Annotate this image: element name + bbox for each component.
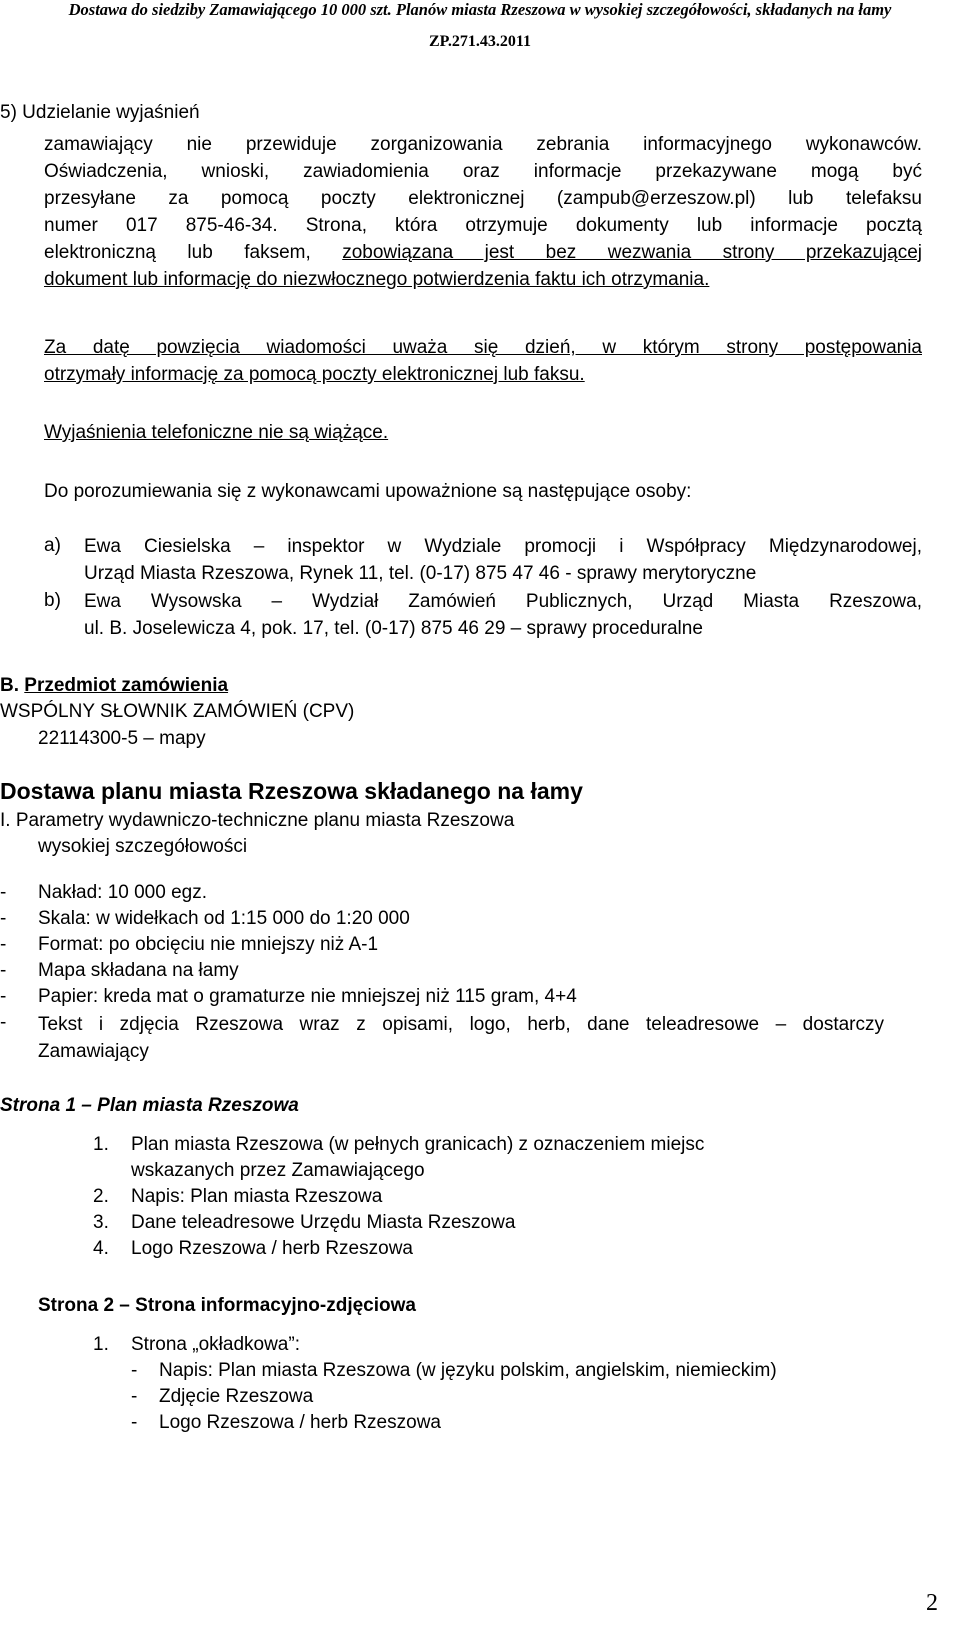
notice-paragraph (44, 334, 922, 388)
text-line: otrzymały informację za pomocą poczty elektronicznej lub faksu. (44, 364, 585, 385)
list-number: 1. (93, 1334, 109, 1355)
section-5-title: 5) Udzielanie wyjaśnień (0, 102, 200, 123)
text-line: Za datę powzięcia wiadomości uważa się dzień, w którym strony postępowania (44, 337, 922, 358)
list-item: Plan miasta Rzeszowa (w pełnych granicach) z oznaczeniem miejsc (131, 1134, 705, 1155)
running-header: Dostawa do siedziby Zamawiającego 10 000 szt. Planów miasta Rzeszowa w wysokiej szczegółowości, składanych na łamy (68, 0, 892, 19)
list-item: Papier: kreda mat o gramaturze nie mniejszej niż 115 gram, 4+4 (38, 986, 577, 1007)
contacts-intro: Do porozumiewania się z wykonawcami upoważnione są następujące osoby: (44, 481, 692, 502)
list-dash: - (0, 934, 7, 955)
list-item: Logo Rzeszowa / herb Rzeszowa (131, 1238, 413, 1259)
list-dash: - (131, 1360, 138, 1381)
list-subitem: Logo Rzeszowa / herb Rzeszowa (159, 1412, 441, 1433)
text-line: Urząd Miasta Rzeszowa, Rynek 11, tel. (0-17) 875 47 46 - sprawy merytoryczne (84, 563, 757, 584)
section-5-paragraph (44, 131, 922, 293)
list-item-cont: wskazanych przez Zamawiającego (131, 1160, 425, 1181)
cpv-code: 22114300-5 – mapy (38, 728, 206, 749)
list-dash: - (0, 908, 7, 929)
text-line: numer 017 875-46-34. Strona, która otrzymuje dokumenty lub informacje pocztą (44, 215, 922, 236)
text-line: Zamawiający (38, 1041, 149, 1062)
text-line: przesyłane za pomocą poczty elektronicznej (zampub@erzeszow.pl) lub telefaksu (44, 188, 922, 209)
text-line: Tekst i zdjęcia Rzeszowa wraz z opisami, logo, herb, dane teleadresowe – dostarczy (38, 1014, 884, 1035)
text-line: elektroniczną lub faksem, zobowiązana jest bez wezwania strony przekazującej (44, 242, 922, 263)
page-1-title: Strona 1 – Plan miasta Rzeszowa (0, 1095, 299, 1116)
text-line: ul. B. Joselewicza 4, pok. 17, tel. (0-17) 875 46 29 – sprawy proceduralne (84, 618, 703, 639)
list-dash: - (0, 986, 7, 1007)
params-title: I. Parametry wydawniczo-techniczne planu miasta Rzeszowa (0, 810, 515, 831)
list-dash: - (131, 1386, 138, 1407)
text-line: Ewa Wysowska – Wydział Zamówień Publicznych, Urząd Miasta Rzeszowa, (84, 591, 922, 612)
list-subitem: Napis: Plan miasta Rzeszowa (w języku polskim, angielskim, niemieckim) (159, 1360, 777, 1381)
contact-a (84, 533, 922, 587)
contact-marker: b) (44, 590, 61, 611)
contact-marker: a) (44, 535, 61, 556)
cpv-title: WSPÓLNY SŁOWNIK ZAMÓWIEŃ (CPV) (0, 701, 355, 722)
list-number: 4. (93, 1238, 109, 1259)
page-number: 2 (926, 1590, 938, 1616)
list-dash: - (131, 1412, 138, 1433)
reference-number: ZP.271.43.2011 (428, 33, 532, 50)
contact-b (84, 588, 922, 642)
list-item: Mapa składana na łamy (38, 960, 239, 981)
params-title-cont: wysokiej szczegółowości (38, 836, 248, 857)
list-number: 1. (93, 1134, 109, 1155)
list-item: Nakład: 10 000 egz. (38, 882, 208, 903)
text-line: Ewa Ciesielska – inspektor w Wydziale promocji i Współpracy Międzynarodowej, (84, 536, 922, 557)
text-line: Oświadczenia, wnioski, zawiadomienia oraz informacje przekazywane mogą być (44, 161, 922, 182)
text-line: dokument lub informację do niezwłocznego potwierdzenia faktu ich otrzymania. (44, 269, 710, 290)
list-dash: - (0, 1012, 7, 1033)
section-b-title: B. Przedmiot zamówienia (0, 675, 229, 696)
phone-notice: Wyjaśnienia telefoniczne nie są wiążące. (44, 422, 389, 443)
list-item (38, 1011, 884, 1065)
list-dash: - (0, 882, 7, 903)
list-dash: - (0, 960, 7, 981)
page-2-title: Strona 2 – Strona informacyjno-zdjęciowa (38, 1295, 416, 1316)
list-item: Dane teleadresowe Urzędu Miasta Rzeszowa (131, 1212, 516, 1233)
list-subitem: Zdjęcie Rzeszowa (159, 1386, 314, 1407)
list-item: Strona „okładkowa”: (131, 1334, 300, 1355)
main-heading: Dostawa planu miasta Rzeszowa składanego na łamy (0, 778, 583, 804)
list-item: Format: po obcięciu nie mniejszy niż A-1 (38, 934, 379, 955)
list-number: 3. (93, 1212, 109, 1233)
list-number: 2. (93, 1186, 109, 1207)
list-item: Napis: Plan miasta Rzeszowa (131, 1186, 383, 1207)
list-item: Skala: w widełkach od 1:15 000 do 1:20 000 (38, 908, 410, 929)
text-line: zamawiający nie przewiduje zorganizowania zebrania informacyjnego wykonawców. (44, 134, 922, 155)
